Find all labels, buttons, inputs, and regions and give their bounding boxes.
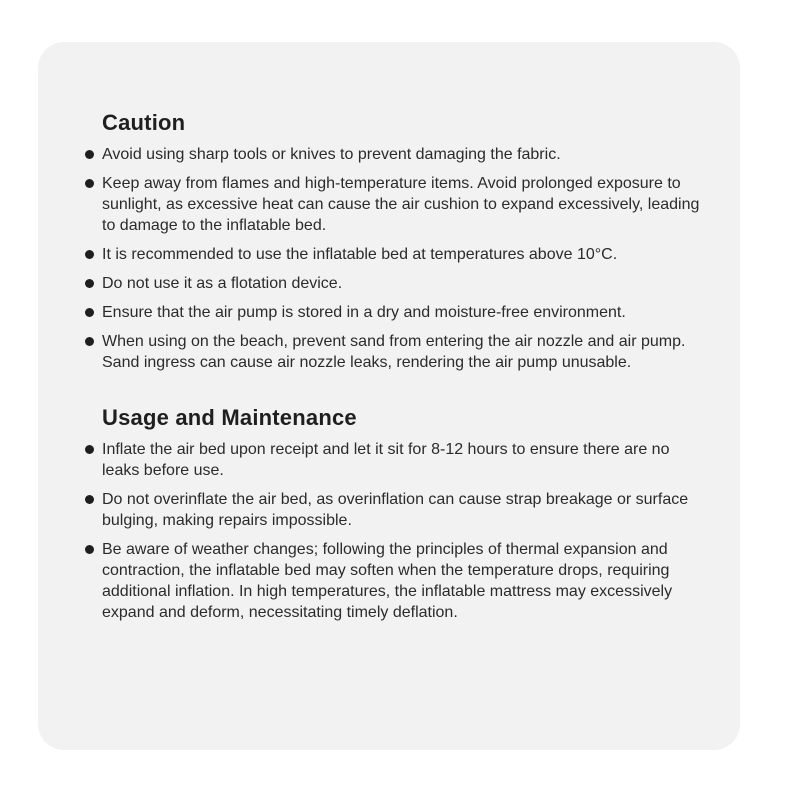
list-item-text: Do not use it as a flotation device. (102, 275, 343, 292)
bullet-icon (85, 179, 94, 188)
bullet-icon (85, 279, 94, 288)
instructions-card (38, 42, 740, 750)
list-item (102, 173, 700, 236)
bullet-icon (85, 150, 94, 159)
list-item-text: Keep away from flames and high-temperature items. Avoid prolonged exposure to sunlight, as excessive heat can cause the air cushion to expand excessively, leading to damage to the inflatable bed. (102, 175, 700, 234)
list-item (102, 302, 700, 323)
caution-list (102, 144, 700, 373)
list-item-text: Avoid using sharp tools or knives to prevent damaging the fabric. (102, 146, 561, 163)
bullet-icon (85, 308, 94, 317)
list-item (102, 439, 700, 481)
usage-title: Usage and Maintenance (102, 405, 357, 430)
bullet-icon (85, 495, 94, 504)
bullet-icon (85, 545, 94, 554)
list-item (102, 244, 700, 265)
list-item-text: It is recommended to use the inflatable bed at temperatures above 10°C. (102, 246, 618, 263)
list-item (102, 144, 700, 165)
usage-list (102, 439, 700, 623)
list-item (102, 489, 700, 531)
list-item (102, 273, 700, 294)
caution-section (102, 110, 700, 373)
usage-section (102, 405, 700, 623)
bullet-icon (85, 337, 94, 346)
caution-title: Caution (102, 110, 186, 135)
bullet-icon (85, 445, 94, 454)
bullet-icon (85, 250, 94, 259)
list-item-text: Inflate the air bed upon receipt and let it sit for 8-12 hours to ensure there are no leaks before use. (102, 441, 670, 479)
list-item-text: When using on the beach, prevent sand from entering the air nozzle and air pump. Sand ingress can cause air nozzle leaks, rendering the air pump unusable. (102, 333, 686, 371)
list-item (102, 331, 700, 373)
list-item-text: Ensure that the air pump is stored in a dry and moisture-free environment. (102, 304, 626, 321)
list-item (102, 539, 700, 623)
list-item-text: Be aware of weather changes; following the principles of thermal expansion and contraction, the inflatable bed may soften when the temperature drops, requiring additional inflation. In high temperatures, the inflatable mattress may excessively expand and deform, necessitating timely deflation. (102, 541, 673, 621)
list-item-text: Do not overinflate the air bed, as overinflation can cause strap breakage or surface bulging, making repairs impossible. (102, 491, 689, 529)
